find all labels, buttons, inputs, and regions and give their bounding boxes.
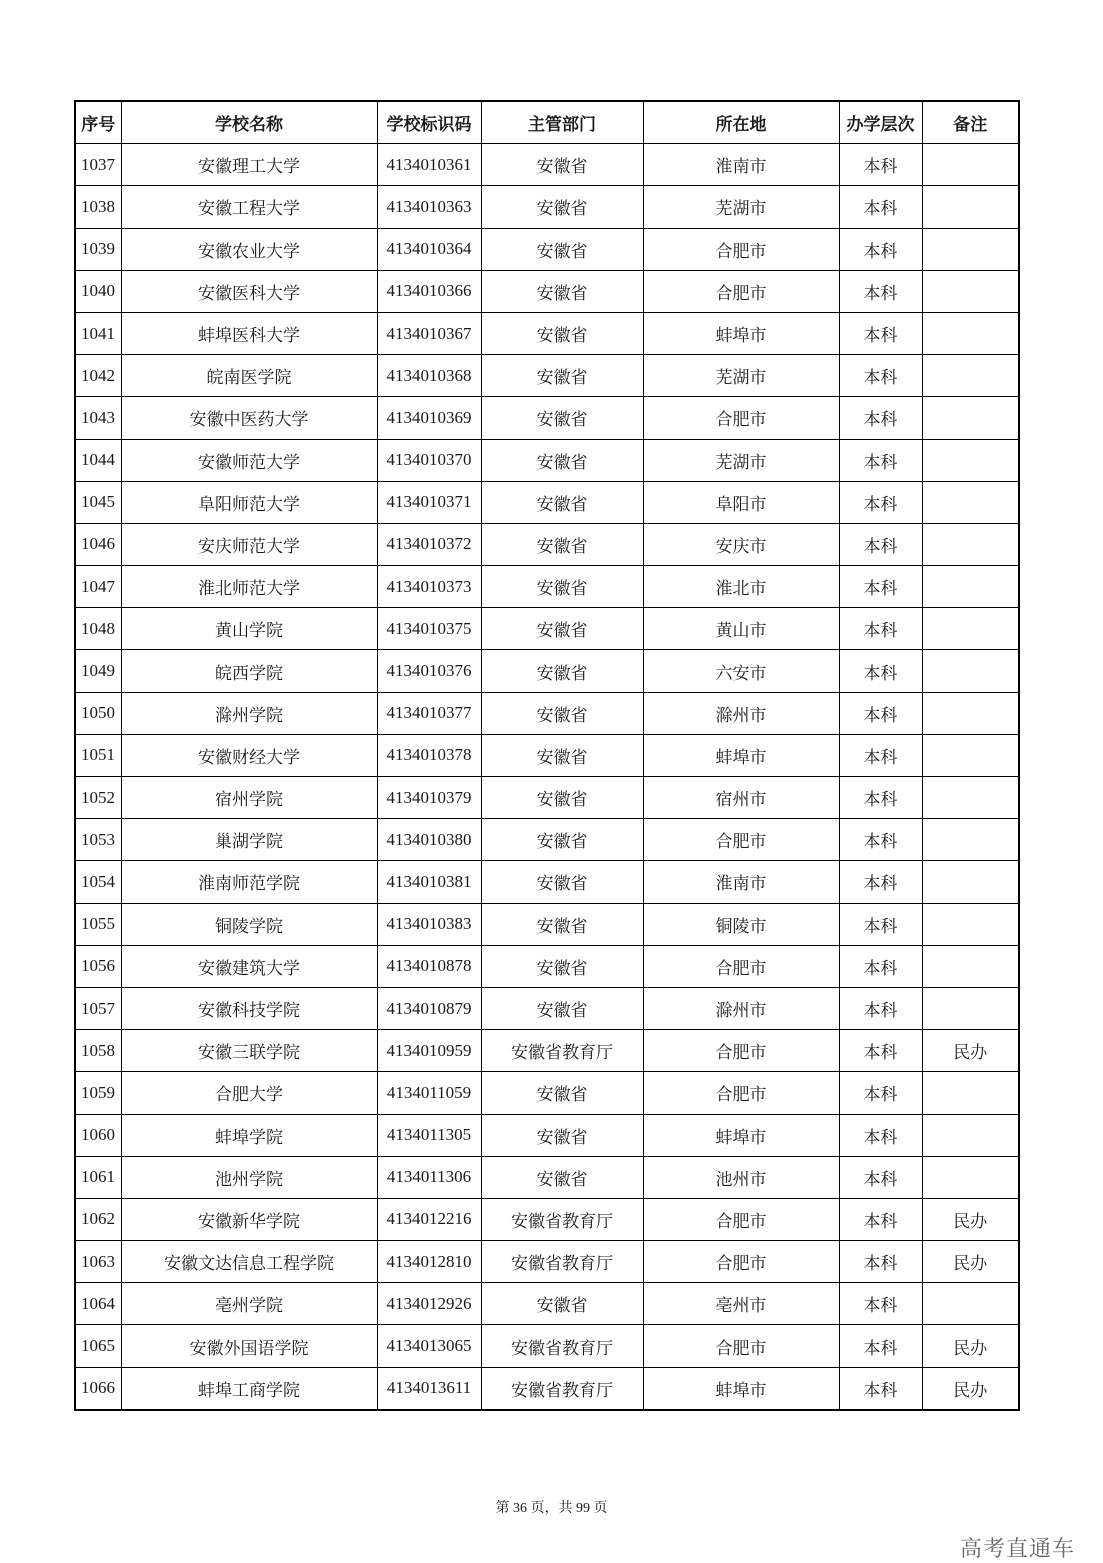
cell-location: 淮南市	[643, 861, 839, 903]
cell-school-code: 4134011305	[377, 1114, 481, 1156]
cell-school-name: 蚌埠学院	[121, 1114, 377, 1156]
cell-school-name: 蚌埠医科大学	[121, 312, 377, 354]
cell-level: 本科	[839, 1072, 922, 1114]
cell-location: 滁州市	[643, 987, 839, 1029]
table-row	[75, 312, 1019, 354]
cell-school-name: 池州学院	[121, 1156, 377, 1198]
cell-location: 铜陵市	[643, 903, 839, 945]
cell-seq: 1058	[75, 1030, 121, 1072]
table-row	[75, 1198, 1019, 1240]
cell-seq: 1062	[75, 1198, 121, 1240]
cell-seq: 1047	[75, 566, 121, 608]
cell-department: 安徽省	[481, 144, 643, 186]
cell-note	[922, 566, 1019, 608]
cell-level: 本科	[839, 439, 922, 481]
cell-seq: 1038	[75, 186, 121, 228]
cell-department: 安徽省	[481, 987, 643, 1029]
cell-location: 合肥市	[643, 1198, 839, 1240]
cell-school-code: 4134010380	[377, 819, 481, 861]
cell-department: 安徽省	[481, 1072, 643, 1114]
table-row	[75, 734, 1019, 776]
cell-school-code: 4134010369	[377, 397, 481, 439]
table-row	[75, 1156, 1019, 1198]
cell-school-name: 皖西学院	[121, 650, 377, 692]
cell-school-name: 安徽建筑大学	[121, 945, 377, 987]
cell-location: 合肥市	[643, 270, 839, 312]
table-row	[75, 523, 1019, 565]
cell-school-code: 4134010367	[377, 312, 481, 354]
cell-seq: 1063	[75, 1241, 121, 1283]
table-row	[75, 819, 1019, 861]
cell-note	[922, 734, 1019, 776]
cell-school-name: 皖南医学院	[121, 355, 377, 397]
cell-note	[922, 1156, 1019, 1198]
cell-note	[922, 819, 1019, 861]
cell-school-name: 安徽理工大学	[121, 144, 377, 186]
cell-department: 安徽省	[481, 903, 643, 945]
cell-department: 安徽省	[481, 355, 643, 397]
cell-level: 本科	[839, 355, 922, 397]
cell-seq: 1054	[75, 861, 121, 903]
table-row	[75, 228, 1019, 270]
cell-school-code: 4134010377	[377, 692, 481, 734]
cell-location: 合肥市	[643, 1030, 839, 1072]
table-row	[75, 1367, 1019, 1410]
cell-department: 安徽省	[481, 861, 643, 903]
cell-location: 合肥市	[643, 1241, 839, 1283]
cell-location: 合肥市	[643, 819, 839, 861]
cell-location: 淮北市	[643, 566, 839, 608]
cell-department: 安徽省	[481, 650, 643, 692]
cell-department: 安徽省教育厅	[481, 1030, 643, 1072]
cell-seq: 1055	[75, 903, 121, 945]
cell-seq: 1064	[75, 1283, 121, 1325]
cell-note	[922, 692, 1019, 734]
cell-school-code: 4134010381	[377, 861, 481, 903]
cell-school-code: 4134010375	[377, 608, 481, 650]
table-body	[75, 144, 1019, 1410]
cell-school-name: 安徽医科大学	[121, 270, 377, 312]
cell-location: 合肥市	[643, 1072, 839, 1114]
cell-note	[922, 481, 1019, 523]
cell-department: 安徽省	[481, 692, 643, 734]
cell-note	[922, 1114, 1019, 1156]
cell-location: 合肥市	[643, 397, 839, 439]
cell-level: 本科	[839, 1283, 922, 1325]
cell-department: 安徽省	[481, 608, 643, 650]
cell-location: 安庆市	[643, 523, 839, 565]
cell-seq: 1056	[75, 945, 121, 987]
cell-school-code: 4134010378	[377, 734, 481, 776]
cell-note	[922, 228, 1019, 270]
cell-location: 合肥市	[643, 228, 839, 270]
cell-note	[922, 608, 1019, 650]
cell-note	[922, 397, 1019, 439]
cell-school-code: 4134010959	[377, 1030, 481, 1072]
cell-level: 本科	[839, 1367, 922, 1410]
cell-school-code: 4134011306	[377, 1156, 481, 1198]
cell-location: 蚌埠市	[643, 734, 839, 776]
cell-department: 安徽省	[481, 397, 643, 439]
cell-level: 本科	[839, 566, 922, 608]
cell-location: 亳州市	[643, 1283, 839, 1325]
cell-school-code: 4134010879	[377, 987, 481, 1029]
cell-department: 安徽省	[481, 1156, 643, 1198]
table-row	[75, 270, 1019, 312]
cell-note	[922, 355, 1019, 397]
table-header-row	[75, 101, 1019, 144]
cell-level: 本科	[839, 186, 922, 228]
cell-school-name: 安徽财经大学	[121, 734, 377, 776]
cell-school-name: 安庆师范大学	[121, 523, 377, 565]
cell-level: 本科	[839, 692, 922, 734]
header-dept: 主管部门	[481, 101, 643, 144]
cell-school-code: 4134010383	[377, 903, 481, 945]
table-row	[75, 481, 1019, 523]
cell-school-name: 阜阳师范大学	[121, 481, 377, 523]
table-row	[75, 945, 1019, 987]
cell-note	[922, 903, 1019, 945]
header-location: 所在地	[643, 101, 839, 144]
cell-location: 合肥市	[643, 1325, 839, 1367]
cell-school-code: 4134010370	[377, 439, 481, 481]
cell-seq: 1049	[75, 650, 121, 692]
table-row	[75, 355, 1019, 397]
cell-school-name: 淮北师范大学	[121, 566, 377, 608]
cell-school-name: 安徽师范大学	[121, 439, 377, 481]
cell-level: 本科	[839, 1325, 922, 1367]
cell-note	[922, 777, 1019, 819]
cell-location: 芜湖市	[643, 439, 839, 481]
cell-seq: 1065	[75, 1325, 121, 1367]
cell-department: 安徽省	[481, 1283, 643, 1325]
table-row	[75, 144, 1019, 186]
cell-school-name: 亳州学院	[121, 1283, 377, 1325]
cell-school-code: 4134013611	[377, 1367, 481, 1410]
table-row	[75, 186, 1019, 228]
cell-note: 民办	[922, 1325, 1019, 1367]
cell-seq: 1042	[75, 355, 121, 397]
cell-level: 本科	[839, 945, 922, 987]
table-row	[75, 1325, 1019, 1367]
header-level: 办学层次	[839, 101, 922, 144]
cell-note	[922, 1283, 1019, 1325]
cell-level: 本科	[839, 1198, 922, 1240]
table-row	[75, 650, 1019, 692]
cell-school-code: 4134013065	[377, 1325, 481, 1367]
cell-school-name: 安徽三联学院	[121, 1030, 377, 1072]
cell-seq: 1066	[75, 1367, 121, 1410]
cell-school-name: 安徽外国语学院	[121, 1325, 377, 1367]
cell-note	[922, 1072, 1019, 1114]
header-name: 学校名称	[121, 101, 377, 144]
cell-school-code: 4134010368	[377, 355, 481, 397]
cell-school-name: 黄山学院	[121, 608, 377, 650]
cell-level: 本科	[839, 734, 922, 776]
cell-school-code: 4134012926	[377, 1283, 481, 1325]
cell-note	[922, 523, 1019, 565]
cell-school-code: 4134011059	[377, 1072, 481, 1114]
cell-note	[922, 650, 1019, 692]
cell-school-code: 4134012810	[377, 1241, 481, 1283]
cell-department: 安徽省	[481, 819, 643, 861]
cell-department: 安徽省教育厅	[481, 1325, 643, 1367]
cell-level: 本科	[839, 903, 922, 945]
cell-level: 本科	[839, 523, 922, 565]
table-row	[75, 566, 1019, 608]
cell-level: 本科	[839, 1030, 922, 1072]
cell-school-code: 4134010371	[377, 481, 481, 523]
cell-department: 安徽省教育厅	[481, 1241, 643, 1283]
cell-department: 安徽省	[481, 312, 643, 354]
page-number: 第 36 页，共 99 页	[495, 1501, 608, 1516]
cell-location: 阜阳市	[643, 481, 839, 523]
cell-note	[922, 186, 1019, 228]
cell-school-name: 安徽科技学院	[121, 987, 377, 1029]
cell-department: 安徽省	[481, 1114, 643, 1156]
cell-location: 六安市	[643, 650, 839, 692]
table-row	[75, 1283, 1019, 1325]
table-row	[75, 692, 1019, 734]
cell-school-name: 铜陵学院	[121, 903, 377, 945]
cell-seq: 1050	[75, 692, 121, 734]
cell-department: 安徽省	[481, 228, 643, 270]
cell-school-code: 4134010366	[377, 270, 481, 312]
cell-level: 本科	[839, 1114, 922, 1156]
cell-school-code: 4134010878	[377, 945, 481, 987]
cell-level: 本科	[839, 650, 922, 692]
cell-level: 本科	[839, 1156, 922, 1198]
table-row	[75, 1030, 1019, 1072]
cell-location: 蚌埠市	[643, 1367, 839, 1410]
cell-school-name: 巢湖学院	[121, 819, 377, 861]
cell-level: 本科	[839, 481, 922, 523]
table-row	[75, 397, 1019, 439]
table-row	[75, 987, 1019, 1029]
cell-location: 淮南市	[643, 144, 839, 186]
cell-school-code: 4134010361	[377, 144, 481, 186]
cell-location: 池州市	[643, 1156, 839, 1198]
cell-seq: 1039	[75, 228, 121, 270]
cell-seq: 1061	[75, 1156, 121, 1198]
cell-department: 安徽省教育厅	[481, 1198, 643, 1240]
cell-seq: 1057	[75, 987, 121, 1029]
cell-department: 安徽省	[481, 270, 643, 312]
cell-location: 蚌埠市	[643, 1114, 839, 1156]
cell-school-name: 滁州学院	[121, 692, 377, 734]
cell-school-name: 安徽中医药大学	[121, 397, 377, 439]
header-seq: 序号	[75, 101, 121, 144]
cell-school-name: 宿州学院	[121, 777, 377, 819]
cell-seq: 1045	[75, 481, 121, 523]
table-row	[75, 608, 1019, 650]
cell-seq: 1059	[75, 1072, 121, 1114]
cell-school-code: 4134010373	[377, 566, 481, 608]
cell-level: 本科	[839, 1241, 922, 1283]
cell-note	[922, 270, 1019, 312]
cell-school-code: 4134010364	[377, 228, 481, 270]
cell-level: 本科	[839, 228, 922, 270]
table-row	[75, 903, 1019, 945]
cell-note: 民办	[922, 1030, 1019, 1072]
cell-seq: 1037	[75, 144, 121, 186]
table-row	[75, 439, 1019, 481]
cell-location: 芜湖市	[643, 186, 839, 228]
cell-note: 民办	[922, 1241, 1019, 1283]
cell-seq: 1052	[75, 777, 121, 819]
cell-location: 芜湖市	[643, 355, 839, 397]
cell-level: 本科	[839, 312, 922, 354]
cell-note	[922, 945, 1019, 987]
cell-seq: 1040	[75, 270, 121, 312]
cell-department: 安徽省	[481, 481, 643, 523]
cell-seq: 1048	[75, 608, 121, 650]
table-row	[75, 1241, 1019, 1283]
cell-level: 本科	[839, 608, 922, 650]
cell-school-code: 4134010379	[377, 777, 481, 819]
cell-seq: 1041	[75, 312, 121, 354]
cell-school-name: 安徽新华学院	[121, 1198, 377, 1240]
cell-department: 安徽省	[481, 566, 643, 608]
cell-location: 宿州市	[643, 777, 839, 819]
header-code: 学校标识码	[377, 101, 481, 144]
cell-note: 民办	[922, 1198, 1019, 1240]
school-table	[74, 100, 1020, 1411]
cell-location: 滁州市	[643, 692, 839, 734]
cell-level: 本科	[839, 987, 922, 1029]
cell-school-name: 淮南师范学院	[121, 861, 377, 903]
cell-school-code: 4134010363	[377, 186, 481, 228]
cell-location: 黄山市	[643, 608, 839, 650]
cell-note	[922, 861, 1019, 903]
cell-note	[922, 987, 1019, 1029]
header-note: 备注	[922, 101, 1019, 144]
cell-department: 安徽省	[481, 186, 643, 228]
cell-department: 安徽省	[481, 734, 643, 776]
cell-department: 安徽省	[481, 439, 643, 481]
cell-seq: 1044	[75, 439, 121, 481]
cell-department: 安徽省	[481, 777, 643, 819]
cell-note: 民办	[922, 1367, 1019, 1410]
cell-location: 合肥市	[643, 945, 839, 987]
cell-school-name: 蚌埠工商学院	[121, 1367, 377, 1410]
table-row	[75, 1072, 1019, 1114]
cell-seq: 1060	[75, 1114, 121, 1156]
watermark: 高考直通车	[959, 1537, 1075, 1562]
table-row	[75, 777, 1019, 819]
cell-level: 本科	[839, 819, 922, 861]
cell-school-code: 4134010376	[377, 650, 481, 692]
cell-department: 安徽省	[481, 523, 643, 565]
cell-school-code: 4134010372	[377, 523, 481, 565]
cell-school-name: 安徽农业大学	[121, 228, 377, 270]
cell-note	[922, 439, 1019, 481]
cell-seq: 1046	[75, 523, 121, 565]
cell-level: 本科	[839, 397, 922, 439]
cell-level: 本科	[839, 777, 922, 819]
cell-school-code: 4134012216	[377, 1198, 481, 1240]
cell-school-name: 安徽文达信息工程学院	[121, 1241, 377, 1283]
cell-level: 本科	[839, 861, 922, 903]
cell-school-name: 合肥大学	[121, 1072, 377, 1114]
cell-seq: 1051	[75, 734, 121, 776]
cell-location: 蚌埠市	[643, 312, 839, 354]
cell-seq: 1053	[75, 819, 121, 861]
cell-note	[922, 144, 1019, 186]
cell-school-name: 安徽工程大学	[121, 186, 377, 228]
cell-department: 安徽省教育厅	[481, 1367, 643, 1410]
cell-seq: 1043	[75, 397, 121, 439]
cell-department: 安徽省	[481, 945, 643, 987]
table-row	[75, 1114, 1019, 1156]
cell-note	[922, 312, 1019, 354]
cell-level: 本科	[839, 144, 922, 186]
cell-level: 本科	[839, 270, 922, 312]
table-row	[75, 861, 1019, 903]
